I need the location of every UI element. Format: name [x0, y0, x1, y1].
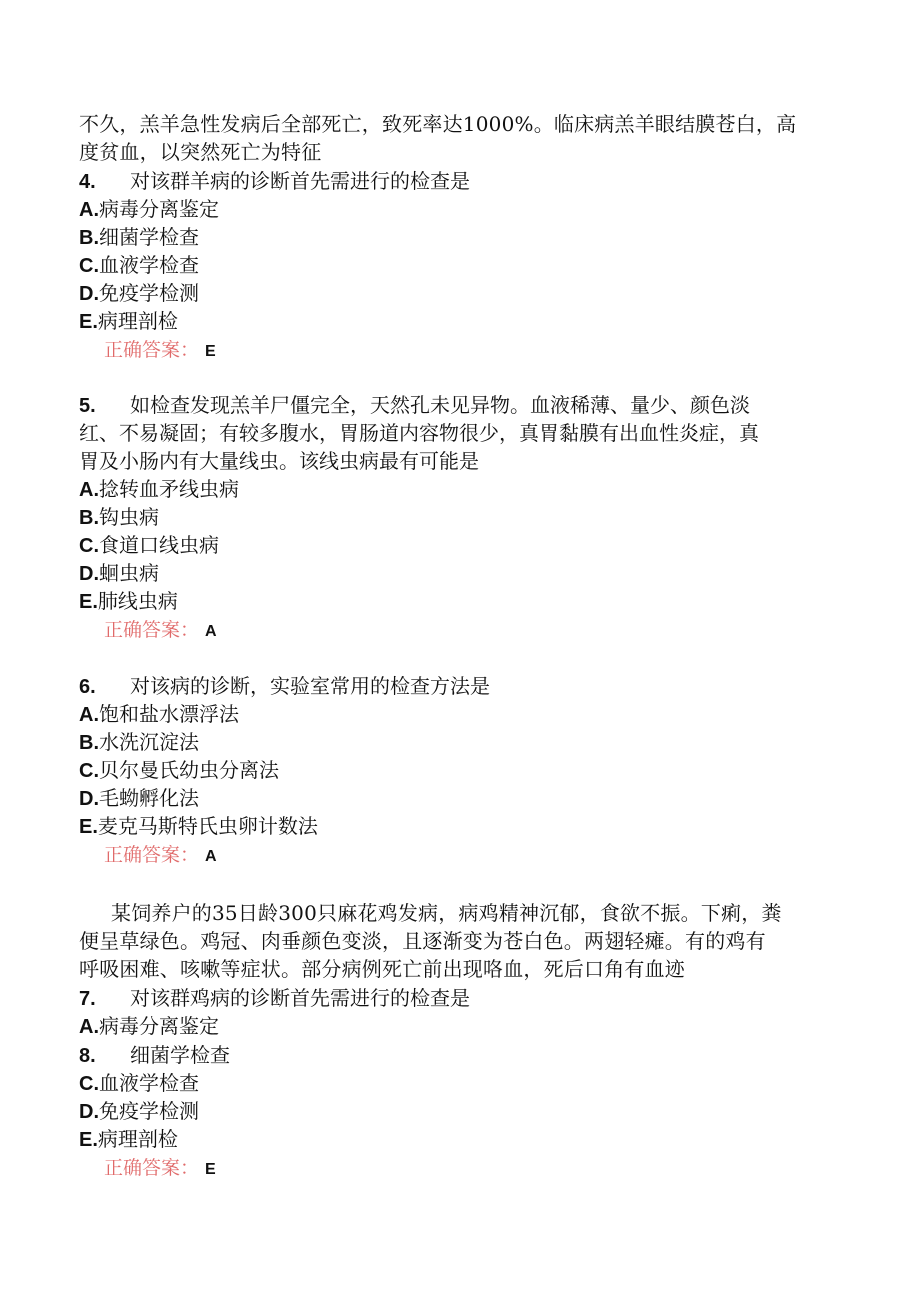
- question-text-line-1: 如检查发现羔羊尸僵完全，天然孔未见异物。血液稀薄、量少、颜色淡: [130, 393, 750, 417]
- question-7: [79, 984, 96, 1013]
- question-8-line: 8.: [79, 1045, 96, 1067]
- question-4: [79, 167, 96, 196]
- option-a: A.病毒分离鉴定: [79, 197, 219, 221]
- question-6: [79, 672, 96, 701]
- option-b: B.钩虫病: [79, 505, 159, 529]
- option-e: E.病理剖检: [79, 1127, 178, 1151]
- answer-line: 正确答案： A: [104, 844, 217, 866]
- option-d: D.蛔虫病: [79, 561, 159, 585]
- case-line-1: 某饲养户的35日龄300只麻花鸡发病，病鸡精神沉郁，食欲不振。下痢，粪: [111, 901, 782, 925]
- option-b: B.水洗沉淀法: [79, 730, 199, 754]
- question-text: 对该群鸡病的诊断首先需进行的检查是: [130, 986, 470, 1010]
- option-a: A.捻转血矛线虫病: [79, 477, 239, 501]
- option-c: C.血液学检查: [79, 1071, 199, 1095]
- question-text-line-2: 红、不易凝固；有较多腹水，胃肠道内容物很少，真胃黏膜有出血性炎症，真: [79, 421, 759, 445]
- case-line-2: 便呈草绿色。鸡冠、肉垂颜色变淡，且逐渐变为苍白色。两翅轻瘫。有的鸡有: [79, 929, 766, 953]
- option-a: A.饱和盐水漂浮法: [79, 702, 239, 726]
- question-text: 对该群羊病的诊断首先需进行的检查是: [130, 169, 470, 193]
- option-e: E.病理剖检: [79, 309, 178, 333]
- option-d: D.毛蚴孵化法: [79, 786, 199, 810]
- question-5: [79, 391, 96, 420]
- option-d: D.免疫学检测: [79, 281, 199, 305]
- option-e: E.麦克马斯特氏虫卵计数法: [79, 814, 318, 838]
- question-number: 7.: [79, 988, 96, 1010]
- option-b: B.细菌学检查: [79, 225, 199, 249]
- question-number: 5.: [79, 395, 96, 417]
- case-line-3: 呼吸困难、咳嗽等症状。部分病例死亡前出现咯血，死后口角有血迹: [79, 957, 685, 981]
- option-d: D.免疫学检测: [79, 1099, 199, 1123]
- question-text: 对该病的诊断，实验室常用的检查方法是: [130, 674, 490, 698]
- question-number: 6.: [79, 676, 96, 698]
- option-a: A.病毒分离鉴定: [79, 1014, 219, 1038]
- answer-line: 正确答案： E: [104, 1157, 216, 1179]
- option-e: E.肺线虫病: [79, 589, 178, 613]
- answer-line: 正确答案： E: [104, 339, 216, 361]
- option-c: C.贝尔曼氏幼虫分离法: [79, 758, 279, 782]
- question-8-text: 细菌学检查: [130, 1043, 230, 1067]
- question-number: 4.: [79, 171, 96, 193]
- intro-line-2: 度贫血，以突然死亡为特征: [79, 140, 322, 164]
- answer-line: 正确答案： A: [104, 619, 217, 641]
- question-text-line-3: 胃及小肠内有大量线虫。该线虫病最有可能是: [79, 449, 479, 473]
- option-c: C.食道口线虫病: [79, 533, 219, 557]
- intro-line-1: 不久，羔羊急性发病后全部死亡，致死率达1000%。临床病羔羊眼结膜苍白，高: [79, 112, 797, 136]
- option-c: C.血液学检查: [79, 253, 199, 277]
